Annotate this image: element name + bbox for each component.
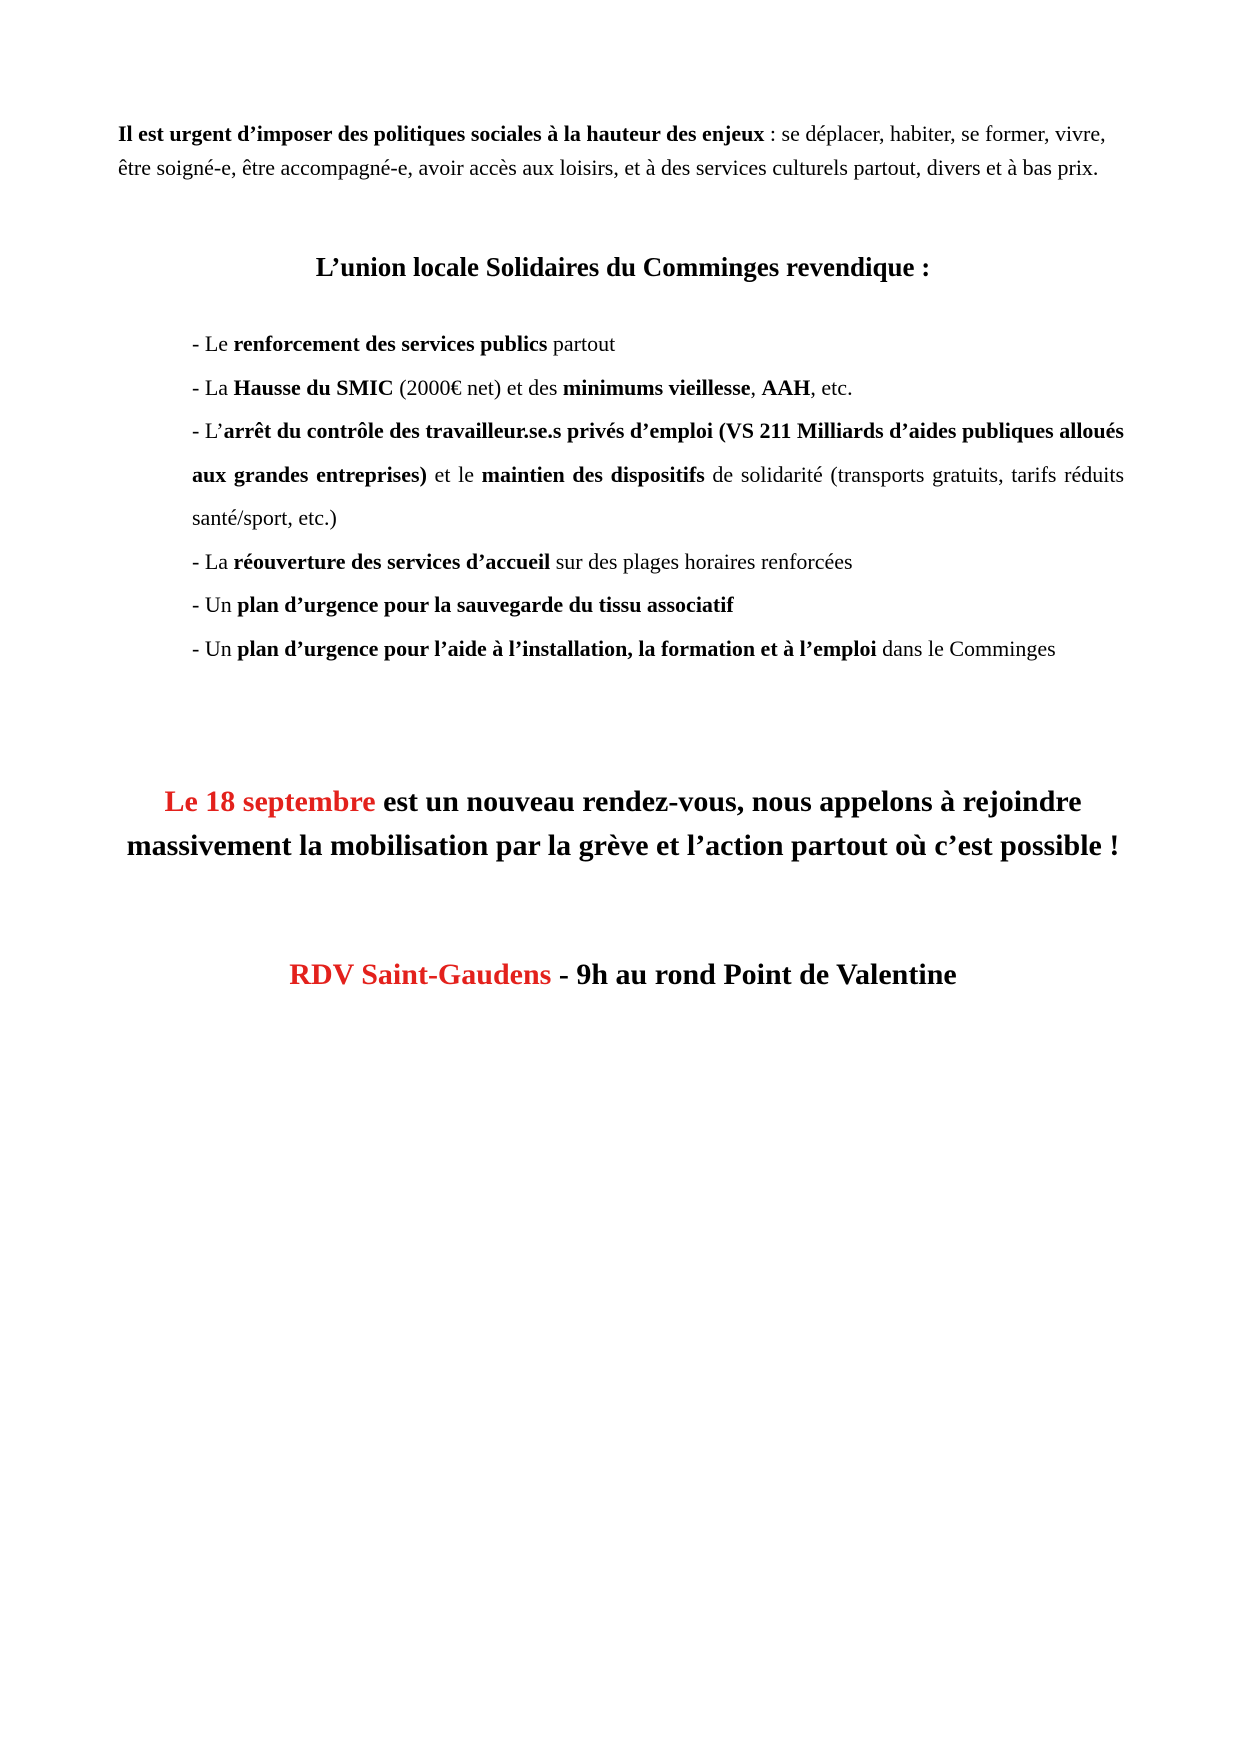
demand-bold-text: plan d’urgence pour la sauvegarde du tissu associatif (237, 592, 734, 617)
demand-text: sur des plages horaires renforcées (550, 548, 853, 574)
demand-bold-text: minimums vieillesse (562, 374, 751, 400)
demand-text: - L’ (192, 418, 224, 443)
demand-item-associations (192, 583, 1124, 627)
demand-text: - La (192, 374, 234, 400)
demands-heading (118, 250, 1128, 284)
demand-text: dans le Comminges (876, 635, 1056, 661)
demand-item-unemployment-control (192, 409, 1124, 540)
intro-paragraph (118, 117, 1128, 185)
demand-bold-text: réouverture des services d’accueil (233, 548, 551, 574)
demand-bold-text: arrêt du contrôle des travailleur.se.s privés d’emploi (VS 211 Milliards d’aides publiques alloués aux grandes entreprises) (192, 418, 1124, 487)
demand-item-employment-plan (192, 627, 1124, 671)
demand-text: - La (192, 548, 234, 574)
mobilisation-callout (118, 780, 1128, 868)
demand-bold-text: maintien des dispositifs (481, 461, 705, 487)
callout-date: Le 18 septembre (164, 785, 376, 818)
demand-text: - Un (192, 592, 238, 617)
demand-text: de solidarité (transports gratuits, tarifs réduits santé/sport, etc.) (192, 461, 1125, 530)
demands-list (192, 322, 1124, 670)
demands-heading-bold: L’union locale Solidaires du Comminges revendique (315, 252, 915, 282)
demand-text: et le (426, 461, 482, 487)
callout-text: est un nouveau rendez-vous, nous appelons à rejoindre massivement la mobilisation par la grève et l’action partout où c’est possible ! (126, 785, 1120, 862)
demand-item-smic (192, 366, 1124, 410)
demand-bold-text: Hausse du SMIC (233, 374, 394, 400)
rendezvous-line (118, 955, 1128, 995)
demand-item-reception-services (192, 540, 1124, 584)
rendezvous-place: RDV Saint-Gaudens (289, 958, 552, 991)
demand-bold-text: plan d’urgence pour l’aide à l’installation, la formation et à l’emploi (237, 635, 877, 661)
demand-item-public-services (192, 322, 1124, 366)
demands-heading-colon: : (914, 252, 931, 282)
demand-bold-text: AAH (761, 374, 811, 400)
intro-text: : se déplacer, habiter, se former, vivre, être soigné-e, être accompagné-e, avoir accès aux loisirs, et à des services culturels partout, divers et à bas prix. (118, 121, 1106, 180)
demand-bold-text: renforcement des services publics (233, 331, 548, 356)
demand-text: - Le (192, 331, 234, 356)
rendezvous-details: - 9h au rond Point de Valentine (551, 958, 957, 991)
intro-bold-text: Il est urgent d’imposer des politiques sociales à la hauteur des enjeux (118, 121, 765, 146)
demand-text: , etc. (810, 374, 853, 400)
demand-text: (2000€ net) et des (393, 374, 563, 400)
demand-text: - Un (192, 635, 238, 661)
demand-text: , (750, 374, 762, 400)
demand-text: partout (547, 331, 616, 356)
